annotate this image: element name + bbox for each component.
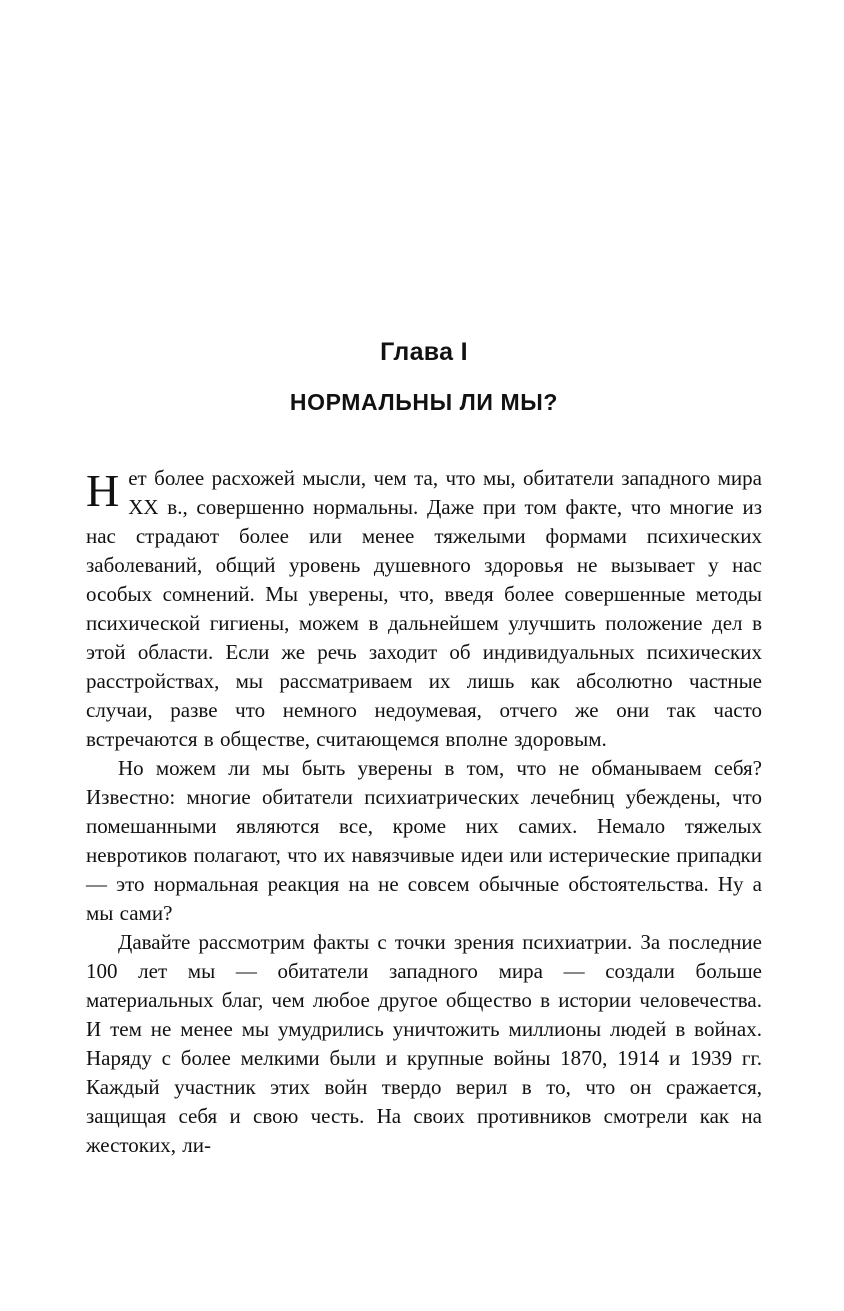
- paragraph-3: Давайте рассмотрим факты с точки зрения психиатрии. За последние 100 лет мы — обитатели западного мира — создали больше материальных благ, чем любое другое общество в истории человечества. И тем не менее мы умудрились уничтожить миллионы людей в войнах. Наряду с более мелкими были и крупные войны 1870, 1914 и 1939 гг. Каждый участник этих войн твердо верил в то, что он сражается, защищая себя и свою честь. На своих противников смотрели как на жестоких, ли-: [86, 930, 762, 1157]
- paragraph-2: Но можем ли мы быть уверены в том, что не обманываем себя? Известно: многие обитатели психиатрических лечебниц убеждены, что помешанными являются все, кроме них самих. Немало тяжелых невротиков полагают, что их навязчивые идеи или истерические припадки — это нормальная реакция на не совсем обычные обстоятельства. Ну а мы сами?: [86, 756, 762, 925]
- paragraph-1-text: ет более расхожей мысли, чем та, что мы, обитатели западного мира XX в., совершенно нормальны. Даже при том факте, что многие из нас страдают более или менее тяжелыми формами психических заболеваний, общий уровень душевного здоровья не вызывает у нас особых сомнений. Мы уверены, что, введя более совершенные методы психической гигиены, можем в дальнейшем улучшить положение дел в этой области. Если же речь заходит об индивидуальных психических расстройствах, мы рассматриваем их лишь как абсолютно частные случаи, разве что немного недоумевая, отчего же они так часто встречаются в обществе, считающемся вполне здоровым.: [86, 466, 762, 751]
- chapter-label: Глава I: [380, 338, 468, 366]
- chapter-title: НОРМАЛЬНЫ ЛИ МЫ?: [289, 389, 559, 415]
- paragraph-1: [86, 464, 762, 754]
- drop-cap: Н: [86, 465, 120, 516]
